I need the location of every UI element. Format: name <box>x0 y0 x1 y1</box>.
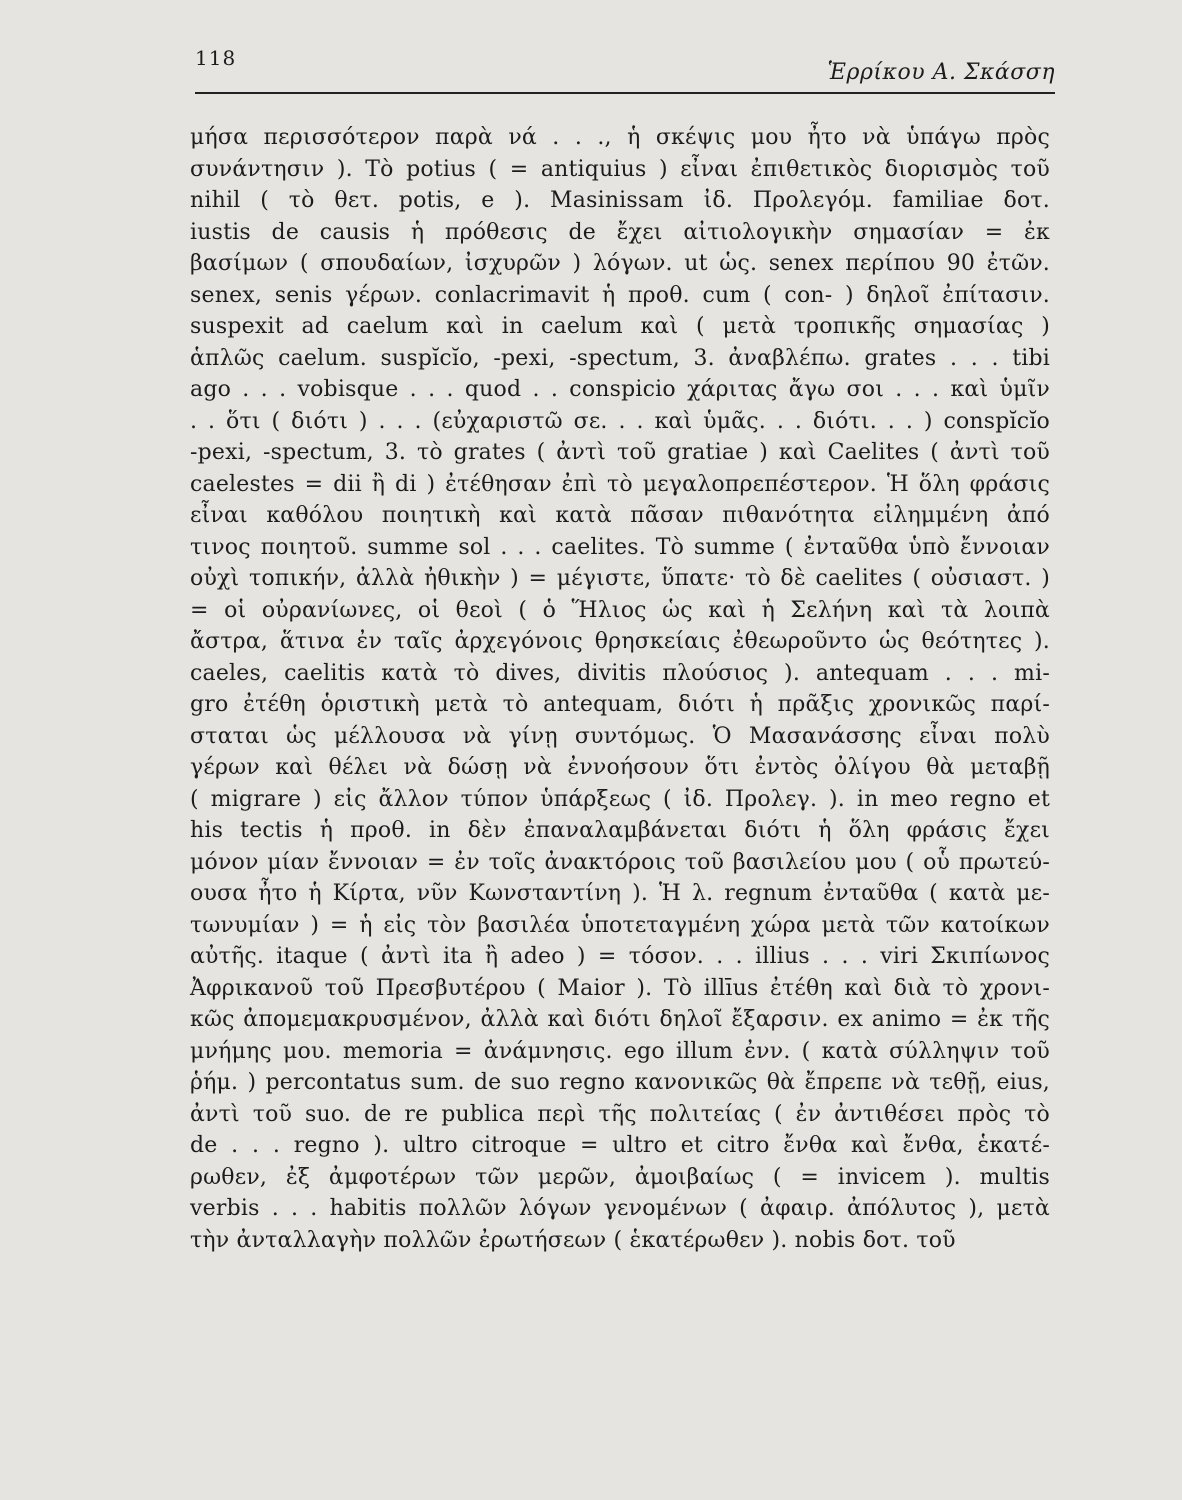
header-rule <box>195 92 1055 94</box>
text-line: = οἱ οὐρανίωνες, οἱ θεοὶ ( ὁ Ἥλιος ὡς καὶ ἡ Σελήνη καὶ τὰ λοιπὰ <box>190 597 1050 623</box>
text-line: ago . . . vobisque . . . quod . . conspicio χάριτας ἄγω σοι . . . καὶ ὑμῖν <box>190 377 1050 402</box>
text-line: suspexit ad caelum καὶ in caelum καὶ ( μετὰ τροπικῆς σημασίας ) <box>190 314 1050 339</box>
text-line: ἁπλῶς caelum. suspĭcĭo, -pexi, -spectum, 3. ἀναβλέπω. grates . . . tibi <box>190 345 1050 371</box>
text-line: αὐτῆς. itaque ( ἀντὶ ita ἢ adeo ) = τόσον. . . illius . . . viri Σκιπίωνος <box>190 944 1050 969</box>
text-line: συνάντησιν ). Τὸ potius ( = antiquius ) εἶναι ἐπιθετικὸς διορισμὸς τοῦ <box>190 156 1050 182</box>
text-line: τινος ποιητοῦ. summe sol . . . caelites. Τὸ summe ( ἐνταῦθα ὑπὸ ἔννοιαν <box>190 534 1050 560</box>
text-line: iustis de causis ἡ πρόθεσις de ἔχει αἰτιολογικὴν σημασίαν = ἐκ <box>190 219 1050 245</box>
text-line: caeles, caelitis κατὰ τὸ dives, divitis πλούσιος ). antequam . . . mi- <box>190 660 1050 686</box>
text-line: τὴν ἀνταλλαγὴν πολλῶν ἐρωτήσεων ( ἑκατέρωθεν ). nobis δοτ. τοῦ <box>190 1227 956 1253</box>
commentary-text <box>190 122 1050 1256</box>
text-line: σταται ὡς μέλλουσα νὰ γίνῃ συντόμως. Ὁ Μασανάσσης εἶναι πολὺ <box>190 723 1050 749</box>
page-header <box>195 46 1055 94</box>
text-line: μνήμης μου. memoria = ἀνάμνησις. ego illum ἐνν. ( κατὰ σύλληψιν τοῦ <box>190 1038 1050 1064</box>
text-line: senex, senis γέρων. conlacrimavit ἡ προθ. cum ( con- ) δηλοῖ ἐπίτασιν. <box>190 282 1050 308</box>
text-line: . . ὅτι ( διότι ) . . . (εὐχαριστῶ σε. . . καὶ ὑμᾶς. . . διότι. . . ) conspĭcĭo <box>190 408 1050 434</box>
text-line: οὐχὶ τοπικήν, ἀλλὰ ἠθικὴν ) = μέγιστε, ὕπατε· τὸ δὲ caelites ( οὐσιαστ. ) <box>190 566 1050 591</box>
text-line: τωνυμίαν ) = ἡ εἰς τὸν βασιλέα ὑποτεταγμένη χώρα μετὰ τῶν κατοίκων <box>190 912 1050 938</box>
text-line: εἶναι καθόλου ποιητικὴ καὶ κατὰ πᾶσαν πιθανότητα εἰλημμένη ἀπό <box>190 503 1050 528</box>
text-line: γέρων καὶ θέλει νὰ δώσῃ νὰ ἐννοήσουν ὅτι ἐντὸς ὀλίγου θὰ μεταβῇ <box>190 755 1050 780</box>
text-line: κῶς ἀπομεμακρυσμένον, ἀλλὰ καὶ διότι δηλοῖ ἔξαρσιν. ex animo = ἐκ τῆς <box>190 1007 1050 1032</box>
text-line: gro ἐτέθη ὁριστικὴ μετὰ τὸ antequam, διότι ἡ πρᾶξις χρονικῶς παρί- <box>190 692 1050 717</box>
text-line: βασίμων ( σπουδαίων, ἰσχυρῶν ) λόγων. ut ὡς. senex περίπου 90 ἐτῶν. <box>190 251 1050 276</box>
text-line: ουσα ἦτο ἡ Κίρτα, νῦν Κωνσταντίνη ). Ἡ λ. regnum ἐνταῦθα ( κατὰ με- <box>190 881 1050 906</box>
text-line: verbis . . . habitis πολλῶν λόγων γενομένων ( ἀφαιρ. ἀπόλυτος ), μετὰ <box>190 1196 1050 1221</box>
text-line: ( migrare ) εἰς ἄλλον τύπον ὑπάρξεως ( ἰδ. Προλεγ. ). in meo regno et <box>190 786 1050 812</box>
text-line: -pexi, -spectum, 3. τὸ grates ( ἀντὶ τοῦ gratiae ) καὶ Caelites ( ἀντὶ τοῦ <box>190 440 1050 465</box>
text-line: de . . . regno ). ultro citroque = ultro et citro ἔνθα καὶ ἔνθα, ἑκατέ- <box>190 1133 1050 1158</box>
text-line: ῥήμ. ) percontatus sum. de suo regno κανονικῶς θὰ ἔπρεπε νὰ τεθῇ, eius, <box>190 1070 1050 1095</box>
text-line: μόνον μίαν ἔννοιαν = ἐν τοῖς ἀνακτόροις τοῦ βασιλείου μου ( οὗ πρωτεύ- <box>190 849 1050 875</box>
text-line: ρωθεν, ἐξ ἀμφοτέρων τῶν μερῶν, ἀμοιβαίως ( = invicem ). multis <box>190 1164 1050 1190</box>
text-line: Ἀφρικανοῦ τοῦ Πρεσβυτέρου ( Maior ). Τὸ illīus ἐτέθη καὶ διὰ τὸ χρονι- <box>190 975 1050 1001</box>
running-head: Ἑρρίκου Α. Σκάσση <box>827 60 1055 85</box>
text-line: ἀντὶ τοῦ suo. de re publica περὶ τῆς πολιτείας ( ἐν ἀντιθέσει πρὸς τὸ <box>190 1101 1050 1127</box>
text-line: nihil ( τὸ θετ. potis, e ). Masinissam ἰδ. Προλεγόμ. familiae δοτ. <box>190 188 1050 213</box>
text-line: his tectis ἡ προθ. in δὲν ἐπαναλαμβάνεται διότι ἡ ὅλη φράσις ἔχει <box>190 818 1050 843</box>
text-line: μήσα περισσότερον παρὰ νά . . ., ἡ σκέψις μου ἦτο νὰ ὑπάγω πρὸς <box>190 125 1050 150</box>
text-line: caelestes = dii ἢ di ) ἐτέθησαν ἐπὶ τὸ μεγαλοπρεπέστερον. Ἡ ὅλη φράσις <box>190 471 1050 497</box>
page-number: 118 <box>195 46 237 70</box>
text-line: ἄστρα, ἅτινα ἐν ταῖς ἀρχεγόνοις θρησκείαις ἐθεωροῦντο ὡς θεότητες ). <box>190 629 1050 654</box>
